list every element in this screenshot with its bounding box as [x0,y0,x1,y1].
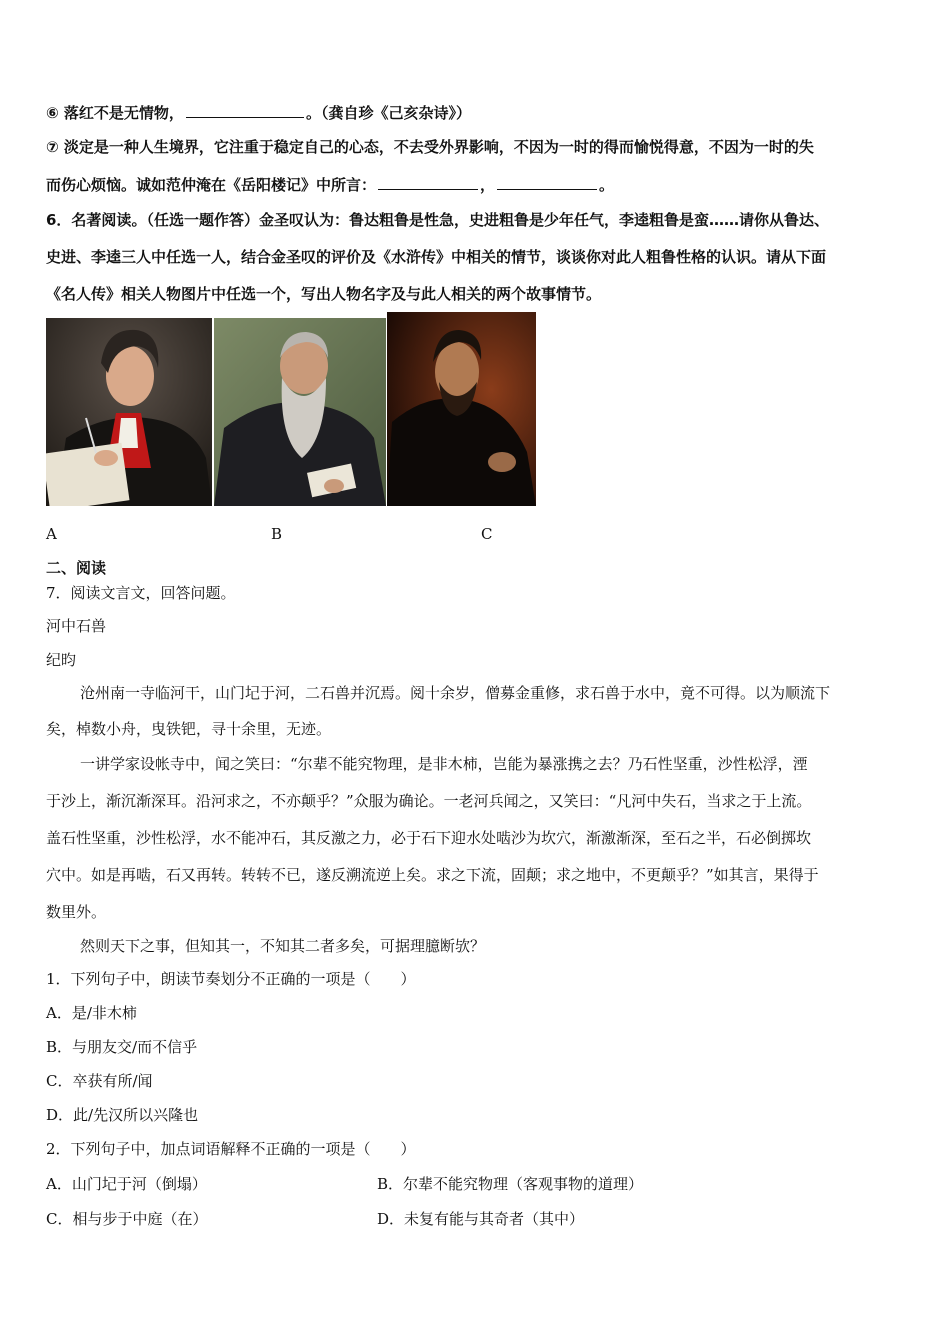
passage-p1-line1: 沧州南一寺临河干，山门圮于河，二石兽并沉焉。阅十余岁，僧募金重修，求石兽于水中，竟不可得。以为顺流下 [80,684,831,702]
passage-title: 河中石兽 [46,617,107,635]
portrait-label-a: A [46,525,57,543]
passage-p2-line3: 盖石性坚重，沙性松浮，水不能冲石，其反激之力，必于石下迎水处啮沙为坎穴，渐激渐深，至石之半，石必倒掷坎 [46,829,812,847]
q5-item6 [46,102,471,123]
answer-blank[interactable] [497,174,597,190]
portrait-beethoven-image [46,318,212,506]
portrait-michelangelo-image [387,312,536,506]
section-heading: 二、阅读 [46,559,107,577]
sub-question-2: 2．下列句子中，加点词语解释不正确的一项是（ ） [46,1140,416,1158]
portrait-beethoven [46,318,212,506]
sq1-option-c[interactable]: C．卒获有所/闻 [46,1072,153,1090]
sq2-option-c[interactable]: C．相与步于中庭（在） [46,1210,208,1228]
q6-line1: 6．名著阅读。（任选一题作答）金圣叹认为：鲁达粗鲁是性急，史进粗鲁是少年任气，李逵粗鲁是蛮……请你从鲁达、 [46,211,829,229]
q5-item7-line1: ⑦ 淡定是一种人生境界，它注重于稳定自己的心态，不去受外界影响，不因为一时的得而愉悦得意，不因为一时的失 [46,138,814,156]
portrait-michelangelo [387,312,536,506]
q5-item7-sep: ， [480,176,496,194]
sq2-option-a[interactable]: A．山门圮于河（倒塌） [46,1175,207,1193]
portrait-label-c: C [481,525,493,543]
q5-item6-suffix: 。（龚自珍《己亥杂诗》） [305,104,471,122]
q5-item7-prefix: 而伤心烦恼。诚如范仲淹在《岳阳楼记》中所言： [46,176,377,194]
sq1-option-b[interactable]: B．与朋友交/而不信乎 [46,1038,198,1056]
q5-item6-prefix: ⑥ 落红不是无情物， [46,104,184,122]
q6-line3: 《名人传》相关人物图片中任选一个，写出人物名字及与此人相关的两个故事情节。 [46,285,602,303]
sq2-option-d[interactable]: D．未复有能与其奇者（其中） [377,1210,585,1228]
sq1-option-d[interactable]: D．此/先汉所以兴隆也 [46,1106,199,1124]
answer-blank[interactable] [378,174,478,190]
passage-p2-line4: 穴中。如是再啮，石又再转。转转不已，遂反溯流逆上矣。求之下流，固颠；求之地中，不更颠乎？”如其言，果得于 [46,866,819,884]
sq2-option-b[interactable]: B．尔辈不能究物理（客观事物的道理） [377,1175,644,1193]
passage-author: 纪昀 [46,651,77,669]
portrait-tolstoy-image [214,318,386,506]
passage-p2-line1: 一讲学家设帐寺中，闻之笑曰：“尔辈不能究物理，是非木柿，岂能为暴涨携之去？乃石性坚重，沙性松浮，湮 [80,755,808,773]
passage-p1-line2: 矣，棹数小舟，曳铁钯，寻十余里，无迹。 [46,720,332,738]
passage-p2-line5: 数里外。 [46,903,107,921]
passage-p3-line1: 然则天下之事，但知其一，不知其二者多矣，可据理臆断欤？ [80,937,486,955]
answer-blank[interactable] [186,102,304,118]
q6-line2: 史进、李逵三人中任选一人，结合金圣叹的评价及《水浒传》中相关的情节，谈谈你对此人粗鲁性格的认识。请从下面 [46,248,827,266]
sq1-option-a[interactable]: A．是/非木柿 [46,1004,137,1022]
q7-intro: 7．阅读文言文，回答问题。 [46,584,236,602]
passage-p2-line2: 于沙上，渐沉渐深耳。沿河求之，不亦颠乎？”众服为确论。一老河兵闻之，又笑曰：“凡河中失石，当求之于上流。 [46,792,812,810]
portrait-tolstoy [214,318,386,506]
q5-item7-end: 。 [599,176,615,194]
portrait-label-b: B [271,525,283,543]
sub-question-1: 1．下列句子中，朗读节奏划分不正确的一项是（ ） [46,970,416,988]
q5-item7-line2 [46,174,614,195]
